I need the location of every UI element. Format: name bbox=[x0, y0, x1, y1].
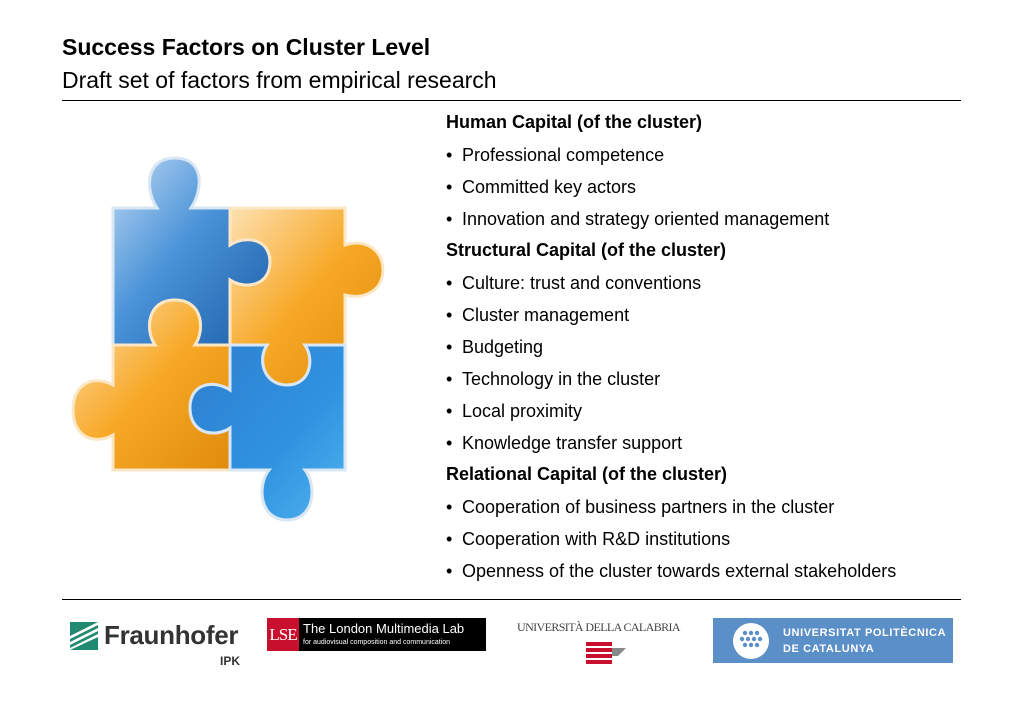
factor-item bbox=[446, 492, 976, 524]
factor-item bbox=[446, 300, 976, 332]
bullet: • bbox=[446, 401, 453, 421]
bullet: • bbox=[446, 497, 453, 517]
bullet: • bbox=[446, 305, 453, 325]
factor-item-text: Cluster management bbox=[462, 305, 630, 325]
bottom-divider bbox=[62, 599, 961, 600]
factor-item bbox=[446, 268, 976, 300]
factor-item bbox=[446, 204, 976, 236]
factor-group-relational-capital bbox=[446, 460, 976, 588]
factor-heading: Human Capital (of the cluster) bbox=[446, 112, 703, 132]
upc-name-line1: UNIVERSITAT POLITÈCNICA bbox=[783, 627, 947, 639]
bullet: • bbox=[446, 273, 453, 293]
lse-lab-tagline: for audiovisual composition and communication bbox=[303, 639, 451, 646]
puzzle-pieces-image bbox=[65, 150, 395, 530]
bullet: • bbox=[446, 433, 453, 453]
partner-logos bbox=[62, 612, 961, 672]
factor-item-text: Cooperation with R&D institutions bbox=[462, 529, 731, 549]
factor-item bbox=[446, 556, 976, 588]
fraunhofer-institute: IPK bbox=[220, 654, 241, 668]
factor-item-text: Knowledge transfer support bbox=[462, 433, 683, 453]
factor-item bbox=[446, 140, 976, 172]
bullet: • bbox=[446, 561, 453, 581]
fraunhofer-mark-icon bbox=[70, 622, 98, 650]
success-factors-list bbox=[446, 108, 976, 588]
factor-item-text: Local proximity bbox=[462, 401, 583, 421]
factor-heading: Structural Capital (of the cluster) bbox=[446, 240, 727, 260]
lse-multimedia-lab-logo bbox=[267, 618, 486, 651]
factor-item-text: Innovation and strategy oriented management bbox=[462, 209, 830, 229]
slide-title: Success Factors on Cluster Level bbox=[62, 34, 431, 60]
bullet: • bbox=[446, 369, 453, 389]
factor-group-human-capital bbox=[446, 108, 976, 236]
top-divider bbox=[62, 100, 961, 101]
factor-item bbox=[446, 396, 976, 428]
factor-item-text: Culture: trust and conventions bbox=[462, 273, 702, 293]
bullet: • bbox=[446, 177, 453, 197]
factor-item-text: Cooperation of business partners in the cluster bbox=[462, 497, 835, 517]
factor-item-text: Budgeting bbox=[462, 337, 544, 357]
factor-item bbox=[446, 524, 976, 556]
unical-logo-text: UNIVERSITÀ DELLA CALABRIA bbox=[517, 620, 680, 634]
bullet: • bbox=[446, 337, 453, 357]
lse-lab-name: The London Multimedia Lab bbox=[303, 621, 465, 636]
fraunhofer-logo bbox=[70, 618, 250, 668]
upc-name-line2: DE CATALUNYA bbox=[783, 643, 875, 655]
factor-item-text: Openness of the cluster towards external stakeholders bbox=[462, 561, 897, 581]
factor-heading: Relational Capital (of the cluster) bbox=[446, 464, 728, 484]
bullet: • bbox=[446, 145, 453, 165]
factor-item-text: Professional competence bbox=[462, 145, 665, 165]
factor-item bbox=[446, 332, 976, 364]
unical-mark-icon bbox=[586, 642, 630, 668]
factor-item bbox=[446, 172, 976, 204]
factor-item bbox=[446, 364, 976, 396]
factor-item-text: Technology in the cluster bbox=[462, 369, 661, 389]
fraunhofer-wordmark: Fraunhofer bbox=[104, 620, 239, 650]
factor-group-structural-capital bbox=[446, 236, 976, 460]
slide-subtitle: Draft set of factors from empirical research bbox=[62, 67, 497, 93]
upc-logo bbox=[713, 618, 953, 663]
lse-mark: LSE bbox=[267, 618, 299, 651]
bullet: • bbox=[446, 529, 453, 549]
upc-mark-icon bbox=[729, 621, 773, 661]
factor-item-text: Committed key actors bbox=[462, 177, 637, 197]
factor-item bbox=[446, 428, 976, 460]
bullet: • bbox=[446, 209, 453, 229]
